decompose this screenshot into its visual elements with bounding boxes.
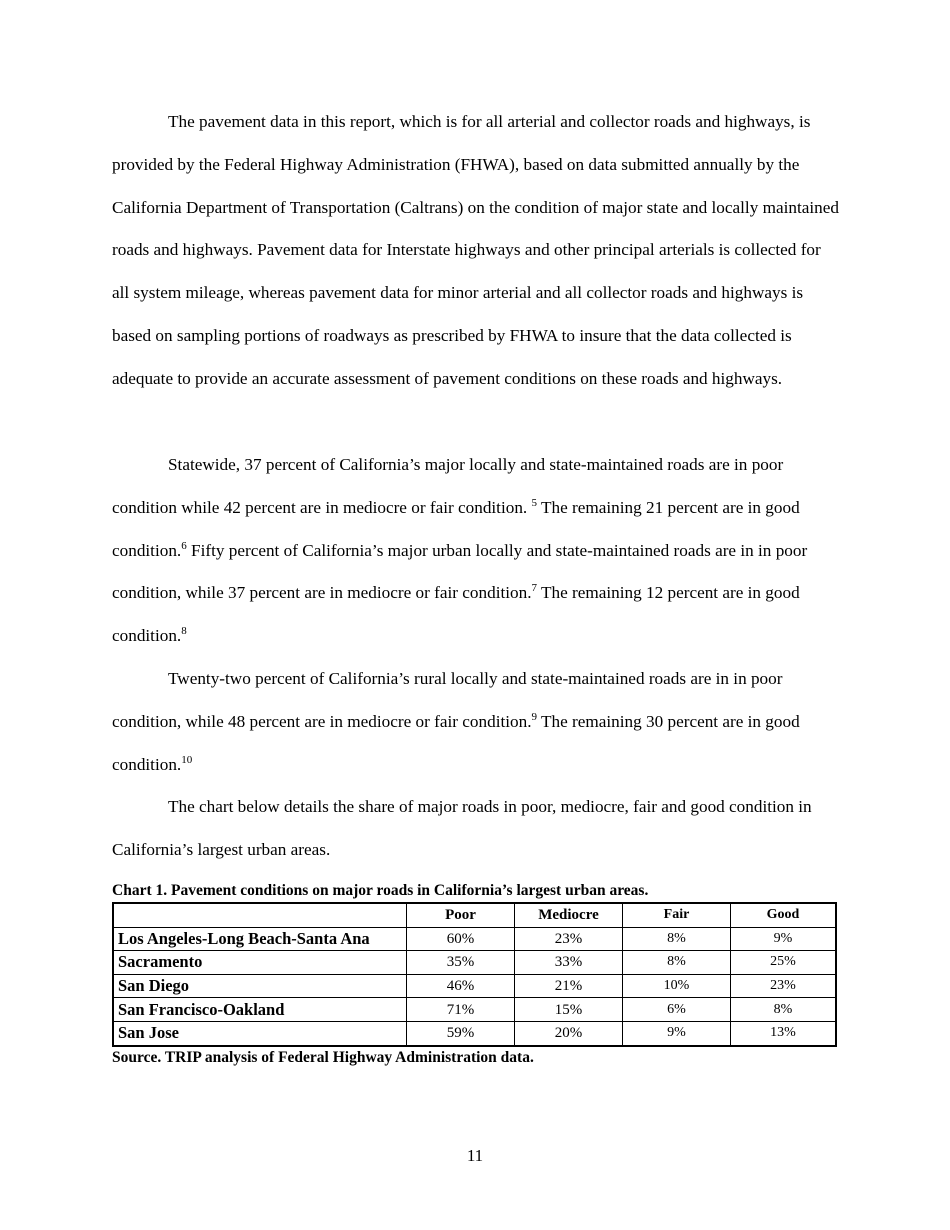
header-area (113, 903, 407, 927)
mediocre-cell: 20% (515, 1021, 623, 1045)
paragraph-text-run: Twenty-two percent of California’s rural locally and state-maintained roads are in in poor condition, while 48 percent are in mediocre or fair condition. (112, 669, 783, 731)
footnote-marker[interactable]: 9 (531, 710, 538, 723)
fair-cell: 10% (623, 974, 731, 998)
header-mediocre: Mediocre (515, 903, 623, 927)
page-number: 11 (466, 1146, 484, 1165)
poor-cell: 60% (407, 927, 515, 951)
area-cell: San Jose (113, 1021, 407, 1045)
header-fair: Fair (623, 903, 731, 927)
paragraph-statewide (112, 444, 842, 658)
good-cell: 9% (731, 927, 837, 951)
mediocre-cell: 23% (515, 927, 623, 951)
body-text-block (112, 101, 842, 401)
paragraph-text-run: The remaining 12 percent are in good condition. (112, 583, 800, 646)
poor-cell: 46% (407, 974, 515, 998)
poor-cell: 71% (407, 998, 515, 1022)
paragraph-text-run: Statewide, 37 percent of California’s major locally and state-maintained roads are in poor condition while 42 percent are in mediocre or fair condition. (112, 455, 784, 517)
fair-cell: 8% (623, 951, 731, 975)
table-row (113, 974, 836, 998)
good-cell: 8% (731, 998, 837, 1022)
paragraph-rural (112, 658, 842, 786)
pavement-conditions-table (112, 902, 837, 1047)
poor-cell: 35% (407, 951, 515, 975)
mediocre-cell: 21% (515, 974, 623, 998)
fair-cell: 8% (623, 927, 731, 951)
paragraph-text-run: The chart below details the share of major roads in poor, mediocre, fair and good condition in California’s largest urban areas. (112, 797, 812, 859)
mediocre-cell: 33% (515, 951, 623, 975)
header-good: Good (731, 903, 837, 927)
area-cell: Los Angeles-Long Beach-Santa Ana (113, 927, 407, 951)
paragraph-text-run: Fifty percent of California’s major urban locally and state-maintained roads are in in poor condition, while 37 percent are in mediocre or fair condition. (112, 540, 808, 603)
body-text-block-3 (112, 658, 842, 786)
paragraph-text-run: The remaining 30 percent are in good condition. (112, 711, 800, 774)
area-cell: San Diego (113, 974, 407, 998)
table-row (113, 1021, 836, 1045)
chart-source-note: Source. TRIP analysis of Federal Highway Administration data. (112, 1049, 534, 1066)
area-cell: Sacramento (113, 951, 407, 975)
footnote-marker[interactable]: 5 (531, 496, 538, 509)
footnote-marker[interactable]: 8 (181, 625, 187, 638)
footnote-marker[interactable]: 6 (181, 539, 187, 552)
footnote-marker[interactable]: 7 (531, 582, 538, 595)
paragraph-text-run: The pavement data in this report, which is for all arterial and collector roads and highways, is provided by the Federal Highway Administration (FHWA), based on data submitted annually by the California Department of Transportation (Caltrans) on the condition of major state and locally maintained roads and highways. Pavement data for Interstate highways and other principal arterials is collected for all system mileage, whereas pavement data for minor arterial and all collector roads and highways is based on sampling portions of roadways as prescribed by FHWA to insure that the data collected is adequate to provide an accurate assessment of pavement conditions on these roads and highways. (112, 112, 839, 388)
chart-caption: Chart 1. Pavement conditions on major roads in California’s largest urban areas. (112, 882, 649, 899)
good-cell: 23% (731, 974, 837, 998)
body-text-block-2 (112, 444, 842, 658)
table-row (113, 998, 836, 1022)
paragraph-text-run: The remaining 21 percent are in good condition. (112, 497, 800, 560)
fair-cell: 6% (623, 998, 731, 1022)
paragraph-chart-intro (112, 786, 842, 872)
fair-cell: 9% (623, 1021, 731, 1045)
good-cell: 13% (731, 1021, 837, 1045)
table-header-row (113, 903, 836, 927)
table-row (113, 927, 836, 951)
poor-cell: 59% (407, 1021, 515, 1045)
area-cell: San Francisco-Oakland (113, 998, 407, 1022)
paragraph-pavement-data (112, 101, 842, 401)
good-cell: 25% (731, 951, 837, 975)
body-text-block-4 (112, 786, 842, 872)
mediocre-cell: 15% (515, 998, 623, 1022)
footnote-marker[interactable]: 10 (181, 753, 193, 766)
table-row (113, 951, 836, 975)
header-poor: Poor (407, 903, 515, 927)
